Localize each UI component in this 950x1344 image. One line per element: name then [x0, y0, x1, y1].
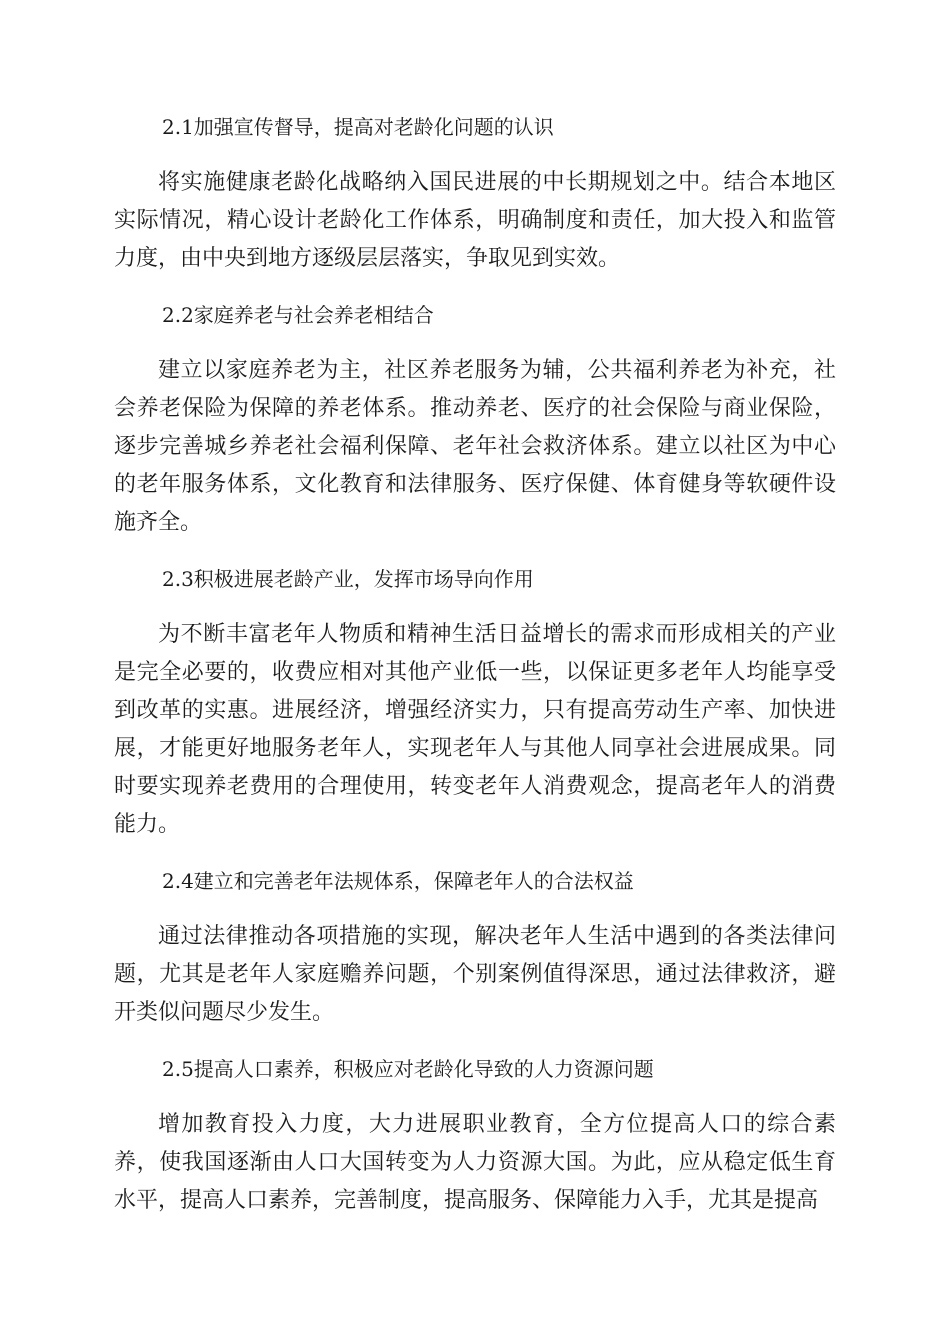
section-body: 建立以家庭养老为主，社区养老服务为辅，公共福利养老为补充，社会养老保险为保障的养老体系。推动养老、医疗的社会保险与商业保险，逐步完善城乡养老社会福利保障、老年社会救济体系。建立以社区为中心的老年服务体系，文化教育和法律服务、医疗保健、体育健身等软硬件设施齐全。 [114, 358, 836, 535]
section-2-5 [114, 1050, 836, 1220]
section-heading: 2.4建立和完善老年法规体系，保障老年人的合法权益 [162, 869, 634, 893]
section-2-2 [114, 296, 836, 542]
section-heading: 2.5提高人口素养，积极应对老龄化导致的人力资源问题 [162, 1057, 654, 1081]
section-body: 增加教育投入力度，大力进展职业教育，全方位提高人口的综合素养，使我国逐渐由人口大国转变为人力资源大国。为此，应从稳定低生育水平，提高人口素养，完善制度，提高服务、保障能力入手，尤其是提高 [114, 1112, 836, 1213]
section-2-3 [114, 560, 836, 844]
section-2-4 [114, 862, 836, 1032]
section-body: 通过法律推动各项措施的实现，解决老年人生活中遇到的各类法律问题，尤其是老年人家庭赡养问题，个别案例值得深思，通过法律救济，避开类似问题尽少发生。 [114, 924, 836, 1025]
section-body: 为不断丰富老年人物质和精神生活日益增长的需求而形成相关的产业是完全必要的，收费应相对其他产业低一些，以保证更多老年人均能享受到改革的实惠。进展经济，增强经济实力，只有提高劳动生产率、加快进展，才能更好地服务老年人，实现老年人与其他人同享社会进展成果。同时要实现养老费用的合理使用，转变老年人消费观念，提高老年人的消费能力。 [114, 622, 836, 837]
section-heading: 2.2家庭养老与社会养老相结合 [162, 303, 434, 327]
section-body: 将实施健康老龄化战略纳入国民进展的中长期规划之中。结合本地区实际情况，精心设计老龄化工作体系，明确制度和责任，加大投入和监管力度，由中央到地方逐级层层落实，争取见到实效。 [114, 170, 836, 271]
document-page [114, 108, 836, 1238]
section-heading: 2.3积极进展老龄产业，发挥市场导向作用 [162, 567, 534, 591]
section-2-1 [114, 108, 836, 278]
section-heading: 2.1加强宣传督导，提高对老龄化问题的认识 [162, 115, 554, 139]
